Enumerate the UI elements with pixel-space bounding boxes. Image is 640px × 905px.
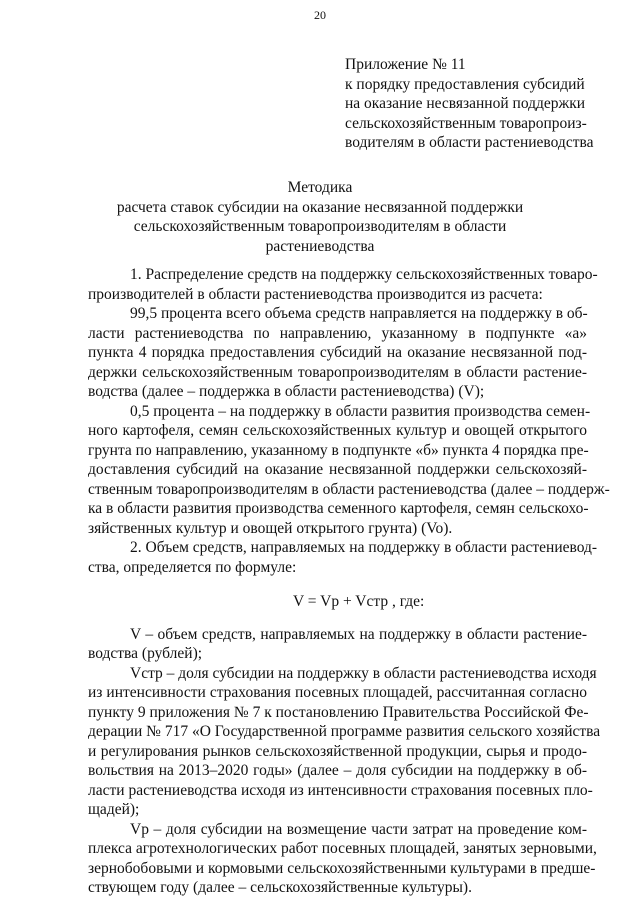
appendix-line: Приложение № 11 <box>345 56 466 73</box>
appendix-line: к порядку предоставления субсидий <box>345 75 585 93</box>
text-line: держки сельскохозяйственным товаропроизводителям в области растение- <box>88 363 587 381</box>
text-line: плекса агротехнологических работ посевных площадей, занятых зерновыми, <box>88 840 597 857</box>
appendix-line: водителям в области растениеводства <box>345 134 594 151</box>
text-line: ласти растениеводства исходя из интенсивности страхования посевных пло- <box>88 781 593 799</box>
text-line: дерации № 717 «О Государственной программе развития сельского хозяйства <box>88 723 601 740</box>
paragraph-7 <box>88 820 597 898</box>
title-line: расчета ставок субсидии на оказание несвязанной поддержки <box>116 198 524 216</box>
paragraph-2 <box>88 304 587 402</box>
text-line: вольствия на 2013–2020 годы» (далее – доля субсидии на поддержку в об- <box>88 762 587 779</box>
document-title <box>90 178 550 256</box>
text-line: зяйственных культур и овощей открытого грунта) (Vo). <box>88 519 453 537</box>
text-line: производителей в области растениеводства производится из расчета: <box>88 285 543 303</box>
text-line: щадей); <box>88 801 140 818</box>
document-body <box>88 265 610 898</box>
text-line: из интенсивности страхования посевных площадей, рассчитанная согласно <box>88 684 587 701</box>
text-line: грунта по направлению, указанному в подпункте «б» пункта 4 порядка пре- <box>88 441 589 459</box>
text-line: 1. Распределение средств на поддержку сельскохозяйственных товаро- <box>130 266 598 283</box>
paragraph-3 <box>88 402 610 539</box>
appendix-line: сельскохозяйственным товаропроиз- <box>345 114 587 132</box>
text-line: 2. Объем средств, направляемых на поддержку в области растениевод- <box>130 539 598 556</box>
text-line: 99,5 процента всего объема средств направляется на поддержку в об- <box>130 305 588 322</box>
text-line: доставления субсидий на оказание несвязанной поддержки сельскохозяй- <box>88 461 587 478</box>
paragraph-5 <box>88 625 587 664</box>
text-line: водства (рублей); <box>88 645 203 662</box>
appendix-header <box>345 55 605 153</box>
paragraph-6 <box>88 664 601 820</box>
title-line: сельскохозяйственным товаропроизводителям в области <box>133 218 507 235</box>
text-line: зернобобовыми и кормовыми сельскохозяйственными культурами в предше- <box>88 859 596 877</box>
text-line: 0,5 процента – на поддержку в области развития производства семен- <box>130 402 591 420</box>
text-line: ства, определяется по формуле: <box>88 558 297 576</box>
text-line: ласти растениеводства по направлению, указанному в подпункте «а» <box>88 324 587 342</box>
text-line: Vp – доля субсидии на возмещение части затрат на проведение ком- <box>130 820 587 838</box>
page-number: 20 <box>314 8 326 22</box>
text-line: ного картофеля, семян сельскохозяйственных культур и овощей открытого <box>88 422 587 439</box>
text-line: ственным товаропроизводителям в области растениеводства (далее – поддерж- <box>88 480 610 498</box>
text-line: и регулирования рынков сельскохозяйственной продукции, сырья и продо- <box>88 742 587 760</box>
text-line: пункта 4 порядка предоставления субсидий на оказание несвязанной под- <box>88 344 587 361</box>
text-line: водства (далее – поддержка в области растениеводства) (V); <box>88 383 485 400</box>
appendix-line: на оказание несвязанной поддержки <box>345 95 586 112</box>
title-line: растениеводства <box>265 237 375 255</box>
text-line: V – объем средств, направляемых на поддержку в области растение- <box>130 625 587 643</box>
formula: V = Vp + Vстр , где: <box>293 593 425 610</box>
text-line: Vстр – доля субсидии на поддержку в области растениеводства исходя <box>130 664 597 682</box>
text-line: ствующем году (далее – сельскохозяйственные культуры). <box>88 879 472 896</box>
paragraph-1 <box>88 265 598 304</box>
text-line: пункту 9 приложения № 7 к постановлению Правительства Российской Фе- <box>88 703 589 721</box>
title-heading: Методика <box>287 179 353 196</box>
paragraph-4 <box>88 538 598 577</box>
text-line: ка в области развития производства семенного картофеля, семян сельскохо- <box>88 500 589 517</box>
